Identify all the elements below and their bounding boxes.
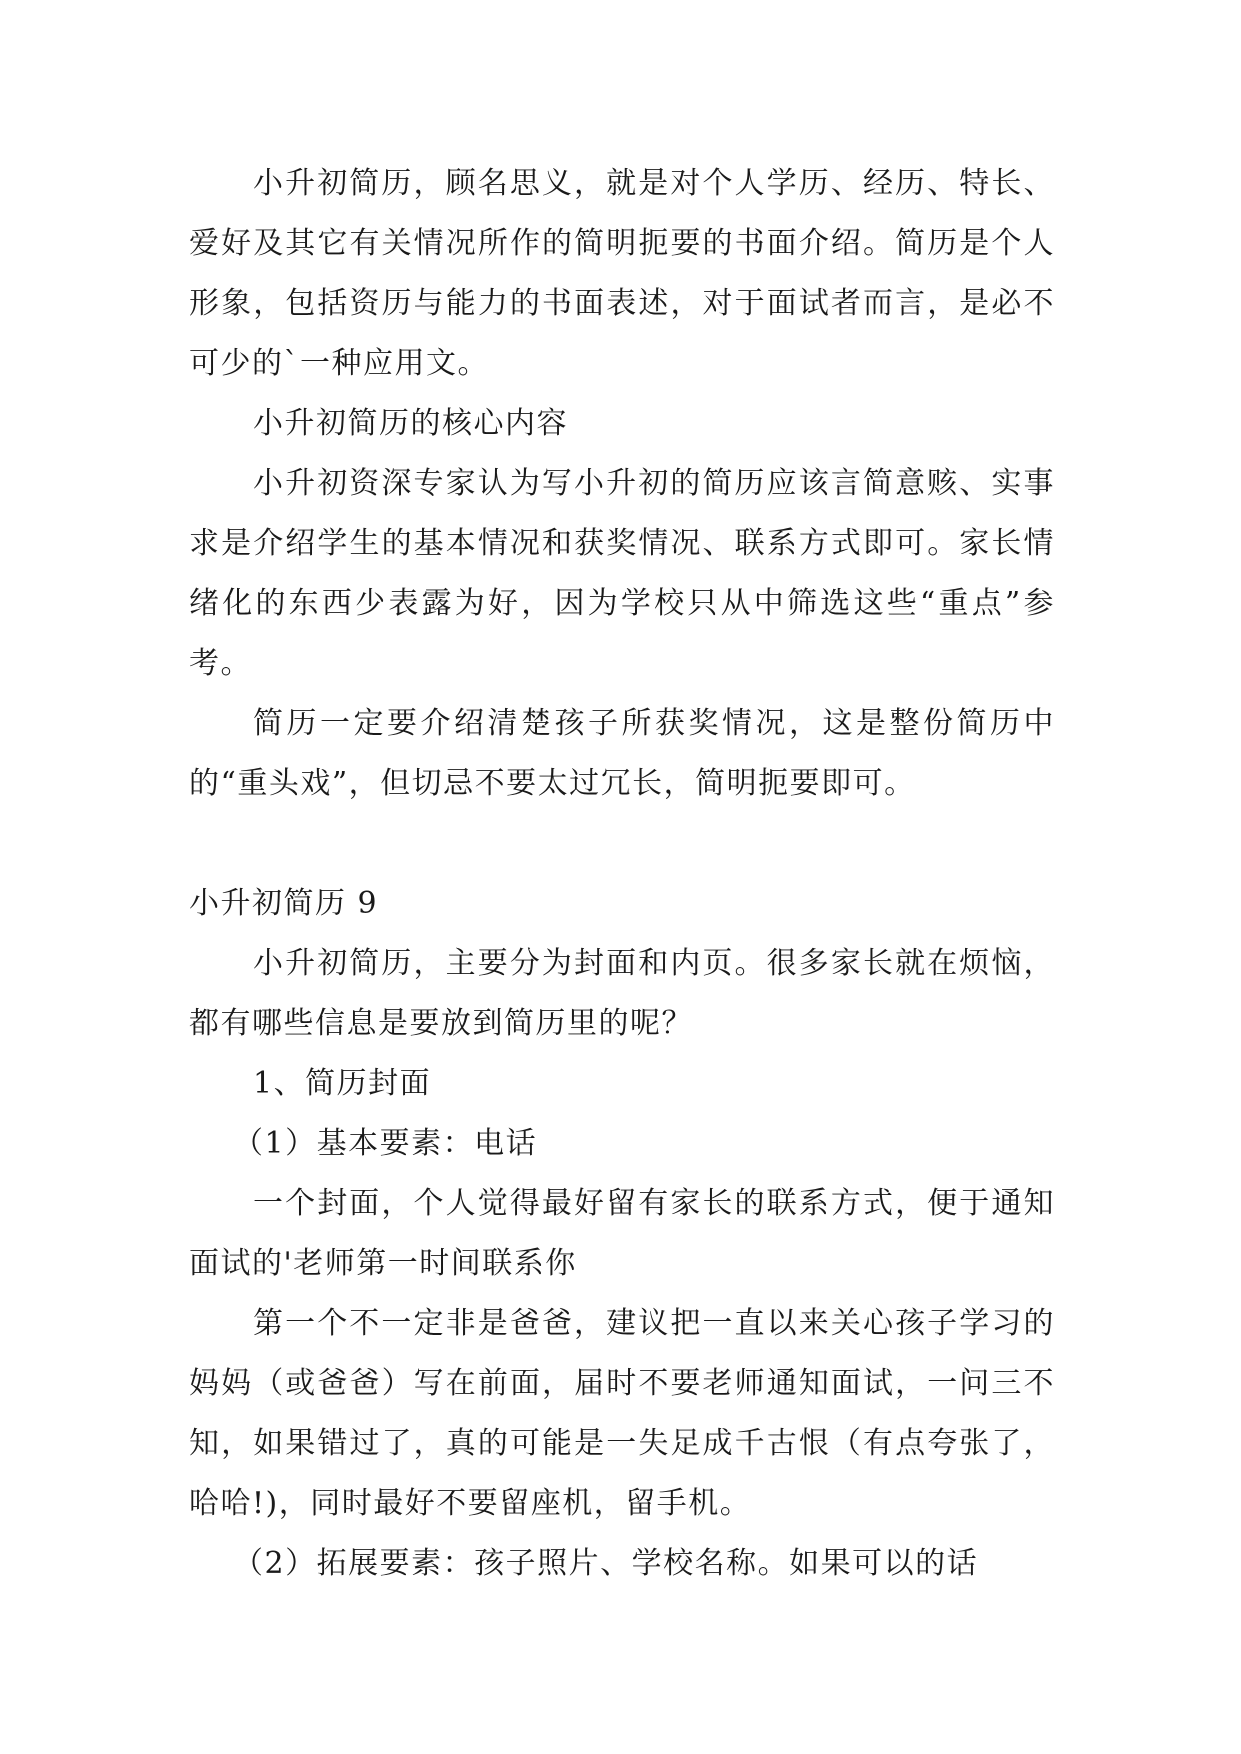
paragraph-cover-and-pages: 小升初简历，主要分为封面和内页。很多家长就在烦恼，都有哪些信息是要放到简历里的呢？ xyxy=(189,946,1055,1041)
heading-basic-elements: （1）基本要素：电话 xyxy=(233,1126,538,1161)
paragraph-parent-contact: 第一个不一定非是爸爸，建议把一直以来关心孩子学习的妈妈（或爸爸）写在前面，届时不要老师通知面试，一问三不知，如果错过了，真的可能是一失足成千古恨（有点夸张了，哈哈!)，同时最好不要留座机，留手机。 xyxy=(189,1306,1055,1521)
paragraph-extended-elements: （2）拓展要素：孩子照片、学校名称。如果可以的话 xyxy=(233,1546,979,1581)
paragraph-contact-info: 一个封面，个人觉得最好留有家长的联系方式，便于通知面试的'老师第一时间联系你 xyxy=(189,1186,1055,1281)
paragraph-awards: 简历一定要介绍清楚孩子所获奖情况，这是整份简历中的“重头戏”，但切忌不要太过冗长，简明扼要即可。 xyxy=(189,706,1055,801)
paragraph-intro: 小升初简历，顾名思义，就是对个人学历、经历、特长、爱好及其它有关情况所作的简明扼要的书面介绍。简历是个人形象，包括资历与能力的书面表述，对于面试者而言，是必不可少的`一种应用文。 xyxy=(189,166,1055,381)
paragraph-expert-advice: 小升初资深专家认为写小升初的简历应该言简意赅、实事求是介绍学生的基本情况和获奖情况、联系方式即可。家长情绪化的东西少表露为好，因为学校只从中筛选这些“重点”参考。 xyxy=(189,466,1055,681)
paragraph-core-content-heading: 小升初简历的核心内容 xyxy=(253,406,568,441)
section-title: 小升初简历 9 xyxy=(189,886,379,921)
heading-resume-cover: 1、简历封面 xyxy=(253,1066,432,1101)
section-spacer xyxy=(189,814,1055,874)
document-body xyxy=(189,154,1055,1594)
